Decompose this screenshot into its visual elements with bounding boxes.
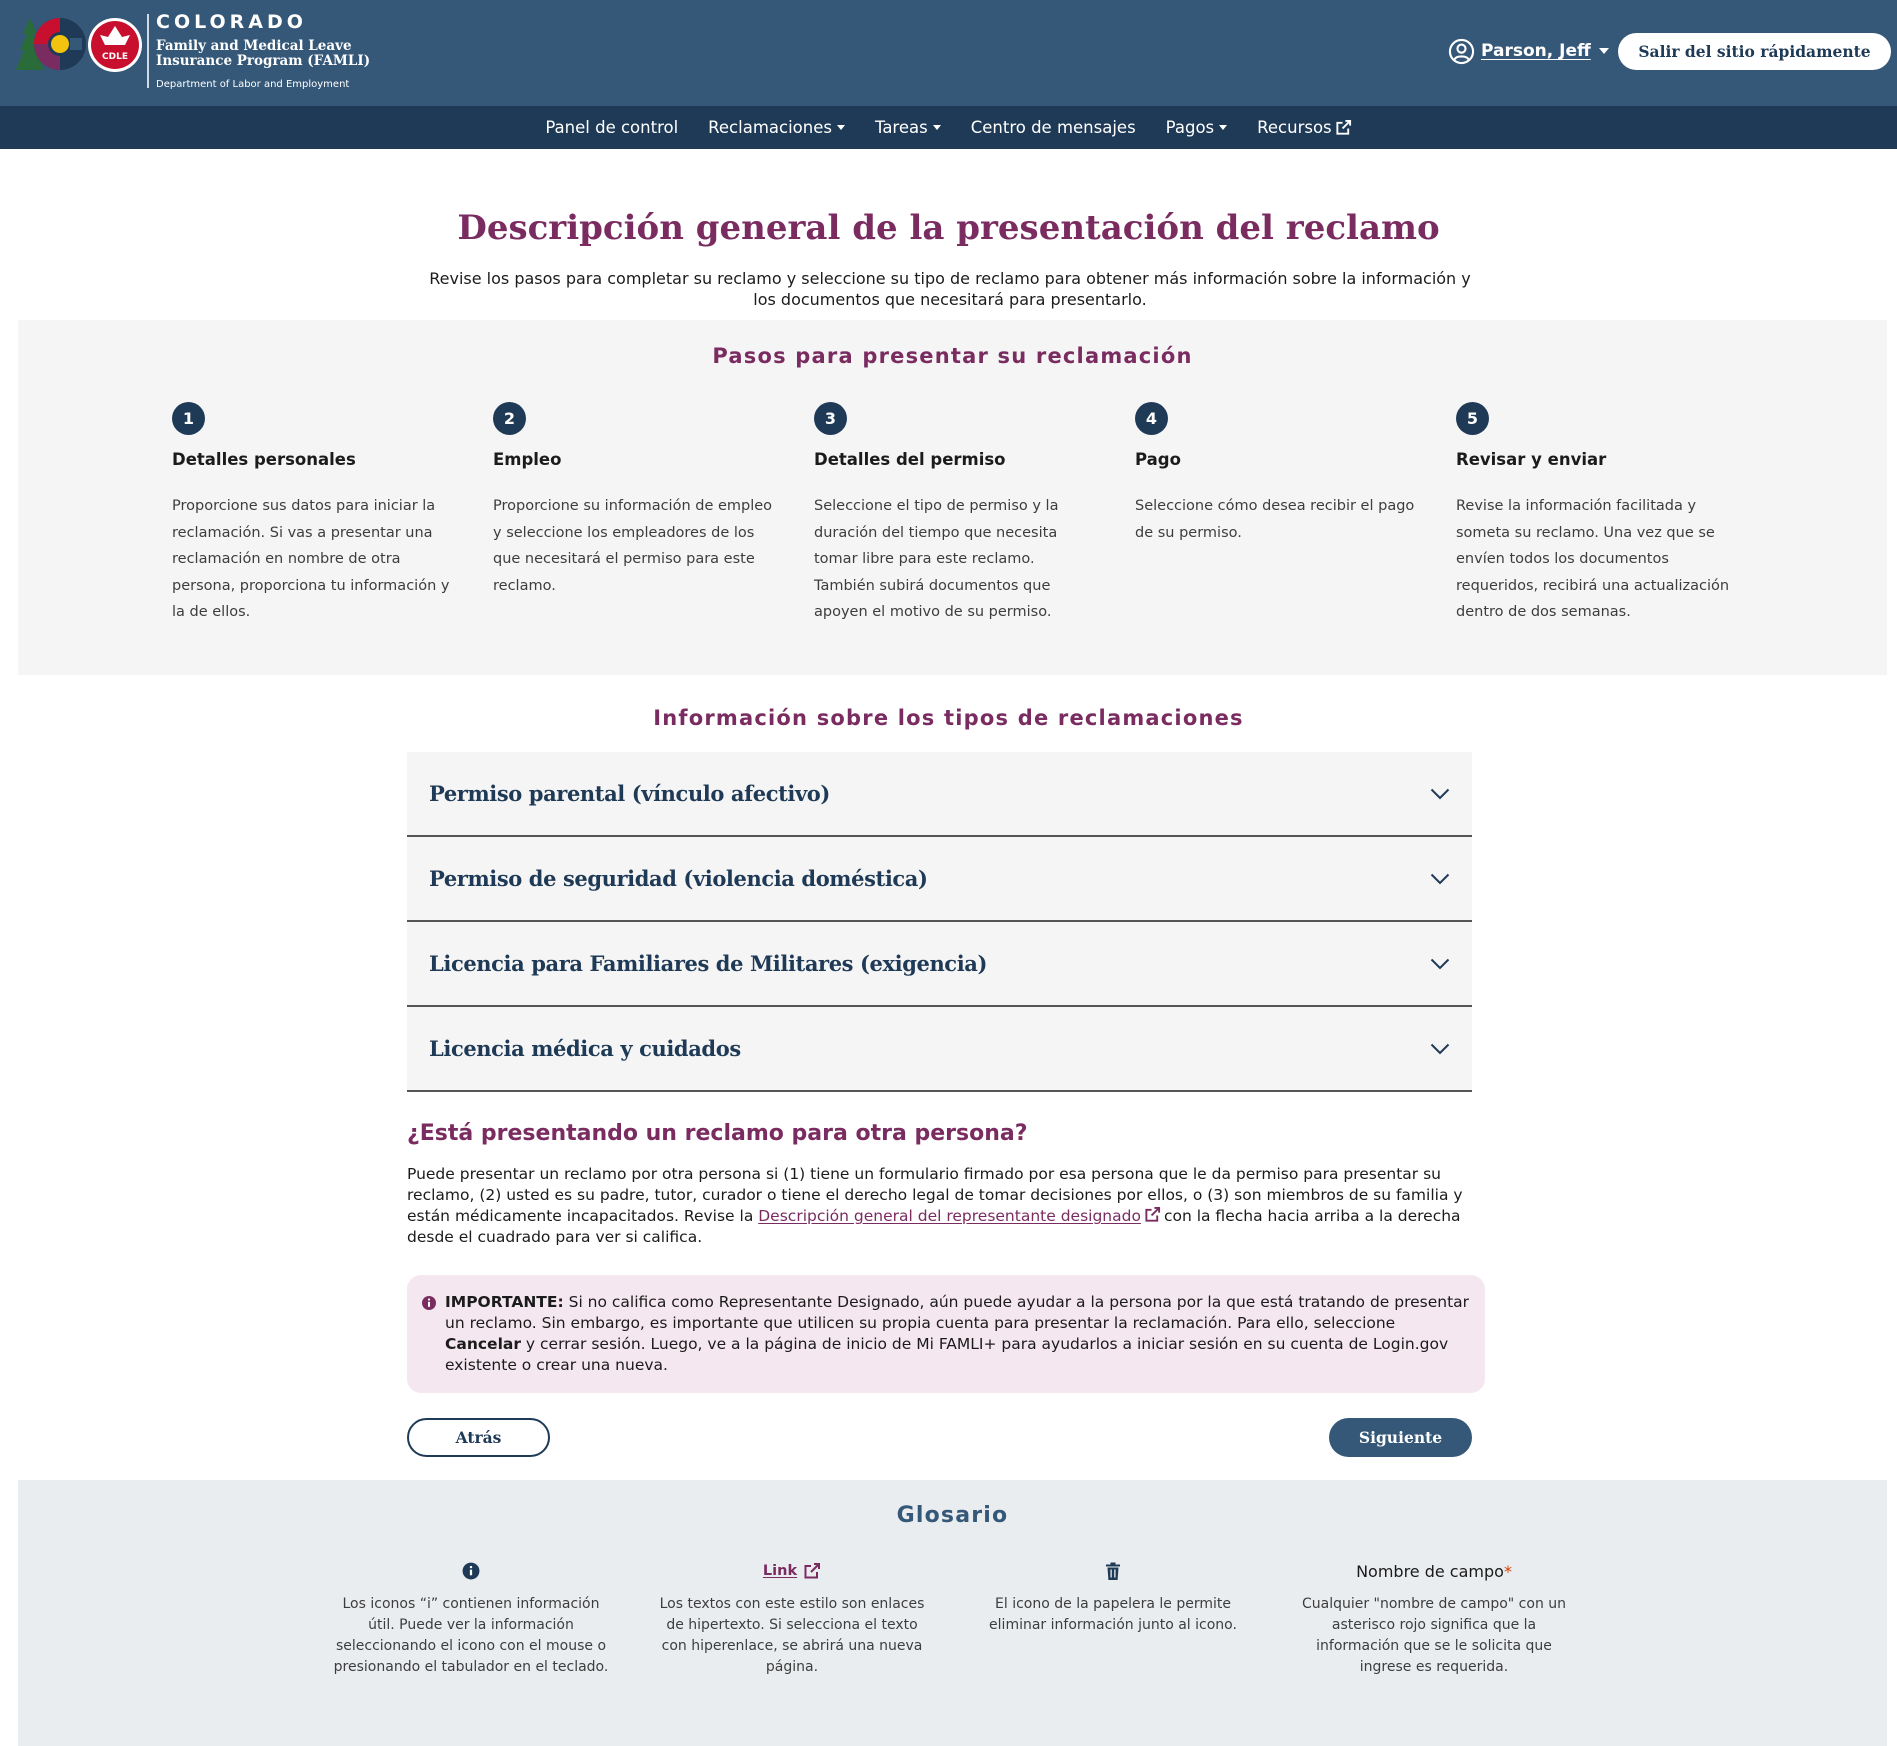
nav-item-label: Panel de control — [545, 118, 679, 137]
glossary-field-name: Nombre de campo — [1356, 1561, 1504, 1581]
step-leave-details — [814, 402, 1094, 626]
step-title: Detalles personales — [172, 450, 356, 469]
accordion-label: Licencia para Familiares de Militares (exigencia) — [429, 951, 988, 976]
nav-item-claims[interactable] — [708, 118, 845, 137]
alert-text-2: y cerrar sesión. Luego, ve a la página de inicio de Mi FAMLI+ para ayudarlos a iniciar sesión en su cuenta de Login.gov existente o crear una nueva. — [445, 1335, 1449, 1374]
accordion-label: Permiso parental (vínculo afectivo) — [429, 781, 830, 806]
other-person-text-before: Puede presentar un reclamo por otra persona si (1) tiene un formulario firmado por esa persona que le da permiso para presentar su reclamo, (2) usted es su padre, tutor, curador o tiene el derecho legal de tomar decisiones por ellos, o (3) son miembros de su familia y están médicamente incapacitados. Revise la — [407, 1165, 1463, 1225]
step-number-badge: 3 — [814, 402, 847, 435]
step-title: Pago — [1135, 450, 1181, 469]
logo-divider — [147, 14, 149, 88]
glossary-trash-item — [973, 1558, 1253, 1636]
trash-icon — [1105, 1562, 1121, 1581]
step-description: Seleccione cómo desea recibir el pago de su permiso. — [1135, 498, 1415, 541]
step-employment — [493, 402, 773, 599]
brand-program — [156, 39, 370, 69]
alert-label: IMPORTANTE: — [445, 1293, 564, 1311]
brand-text — [156, 11, 370, 91]
brand-program-line2: Insurance Program (FAMLI) — [156, 53, 371, 69]
chevron-down-icon — [837, 125, 845, 130]
glossary-info-item — [331, 1558, 611, 1678]
required-asterisk: * — [1503, 1561, 1512, 1581]
site-header — [0, 0, 1897, 106]
quick-exit-button[interactable]: Salir del sitio rápidamente — [1618, 33, 1891, 70]
nav-item-label: Pagos — [1165, 118, 1215, 137]
main-nav — [0, 106, 1897, 149]
step-number-badge: 1 — [172, 402, 205, 435]
step-description: Seleccione el tipo de permiso y la duración del tiempo que necesita tomar libre para este reclamo. También subirá documentos que apoyen el motivo de su permiso. — [814, 498, 1059, 620]
step-title: Revisar y enviar — [1456, 450, 1607, 469]
step-payment — [1135, 402, 1415, 546]
chevron-down-icon — [1219, 125, 1227, 130]
chevron-down-icon — [1430, 788, 1450, 800]
glossary-field-description: Cualquier "nombre de campo" con un asterisco rojo significa que la información que se le solicita que ingrese es requerida. — [1301, 1596, 1567, 1675]
alert-bold-word: Cancelar — [445, 1335, 521, 1353]
info-icon — [462, 1562, 480, 1580]
glossary-heading: Glosario — [896, 1503, 1009, 1528]
user-circle-icon — [1448, 38, 1475, 65]
page-intro: Revise los pasos para completar su reclamo y seleccione su tipo de reclamo para obtener más información sobre la información y los documentos que necesitará para presentarlo. — [429, 269, 1471, 309]
brand-program-line1: Family and Medical Leave — [156, 38, 352, 54]
chevron-down-icon — [1599, 48, 1609, 54]
designated-representative-link[interactable]: Descripción general del representante designado — [758, 1207, 1141, 1225]
cdle-badge-text: CDLE — [102, 52, 128, 62]
accordion-item-parental-leave[interactable] — [407, 752, 1472, 837]
chevron-down-icon — [1430, 873, 1450, 885]
nav-item-label: Centro de mensajes — [970, 118, 1136, 137]
step-number-badge: 5 — [1456, 402, 1489, 435]
nav-item-label: Recursos — [1257, 118, 1332, 137]
brand-dept: Department of Labor and Employment — [156, 79, 350, 90]
page-title: Descripción general de la presentación del reclamo — [457, 208, 1440, 248]
glossary-link-item — [652, 1558, 932, 1678]
other-person-text-after: con la flecha hacia arriba a la derecha desde el cuadrado para ver si califica. — [407, 1207, 1461, 1246]
accordion-label: Licencia médica y cuidados — [429, 1036, 741, 1061]
chevron-down-icon — [1430, 958, 1450, 970]
nav-item-label: Reclamaciones — [708, 118, 832, 137]
step-personal-details — [172, 402, 452, 626]
external-link-icon — [1144, 1206, 1161, 1223]
steps-section — [18, 320, 1887, 675]
external-link-icon — [1335, 119, 1352, 136]
other-person-text — [407, 1164, 1497, 1248]
accordion-item-safe-leave[interactable] — [407, 837, 1472, 922]
claim-types-accordion — [407, 752, 1472, 1092]
user-menu[interactable] — [1448, 37, 1609, 65]
back-button[interactable]: Atrás — [407, 1418, 550, 1457]
chevron-down-icon — [1430, 1043, 1450, 1055]
colorado-cdle-logo[interactable] — [14, 12, 146, 74]
step-description: Proporcione su información de empleo y seleccione los empleadores de los que necesitará el permiso para este reclamo. — [493, 498, 773, 594]
info-icon — [421, 1295, 437, 1311]
glossary-required-field-item — [1294, 1558, 1574, 1678]
glossary-link-description: Los textos con este estilo son enlaces de hipertexto. Si selecciona el texto con hiperenlace, se abrirá una nueva página. — [659, 1596, 925, 1675]
accordion-item-medical-care-leave[interactable] — [407, 1007, 1472, 1092]
accordion-label: Permiso de seguridad (violencia doméstica) — [429, 866, 928, 891]
step-description: Proporcione sus datos para iniciar la reclamación. Si vas a presentar una reclamación en nombre de otra persona, proporciona tu información y la de ellos. — [172, 498, 450, 620]
nav-item-message-center[interactable] — [971, 118, 1136, 137]
next-button[interactable]: Siguiente — [1329, 1418, 1472, 1457]
nav-item-tasks[interactable] — [875, 118, 941, 137]
glossary-section — [18, 1480, 1887, 1746]
step-number-badge: 2 — [493, 402, 526, 435]
step-number-badge: 4 — [1135, 402, 1168, 435]
step-review-submit — [1456, 402, 1736, 626]
step-title: Empleo — [493, 450, 562, 469]
nav-item-resources[interactable] — [1257, 118, 1351, 137]
glossary-link-example[interactable]: Link — [762, 1563, 798, 1579]
step-title: Detalles del permiso — [814, 450, 1006, 469]
glossary-info-description: Los iconos “i” contienen información útil. Puede ver la información seleccionando el icono con el mouse o presionando el tabulador en el teclado. — [333, 1596, 609, 1675]
accordion-item-military-leave[interactable] — [407, 922, 1472, 1007]
claim-types-heading: Información sobre los tipos de reclamaciones — [653, 706, 1244, 730]
user-name[interactable]: Parson, Jeff — [1481, 41, 1591, 61]
chevron-down-icon — [933, 125, 941, 130]
steps-heading: Pasos para presentar su reclamación — [712, 344, 1193, 368]
important-alert — [407, 1275, 1485, 1393]
alert-text-1: Si no califica como Representante Designado, aún puede ayudar a la persona por la que está tratando de presentar un reclamo. Sin embargo, es importante que utilicen su propia cuenta para presentar la reclamación. Para ello, seleccione — [445, 1293, 1470, 1332]
other-person-heading: ¿Está presentando un reclamo para otra persona? — [407, 1121, 1028, 1146]
nav-item-dashboard[interactable] — [545, 118, 678, 137]
nav-item-label: Tareas — [874, 118, 928, 137]
external-link-icon — [803, 1562, 821, 1580]
nav-item-payments[interactable] — [1166, 118, 1228, 137]
brand-state: COLORADO — [156, 11, 307, 33]
glossary-trash-description: El icono de la papelera le permite eliminar información junto al icono. — [989, 1596, 1237, 1633]
step-description: Revise la información facilitada y someta su reclamo. Una vez que se envíen todos los documentos requeridos, recibirá una actualización dentro de dos semanas. — [1456, 498, 1730, 620]
